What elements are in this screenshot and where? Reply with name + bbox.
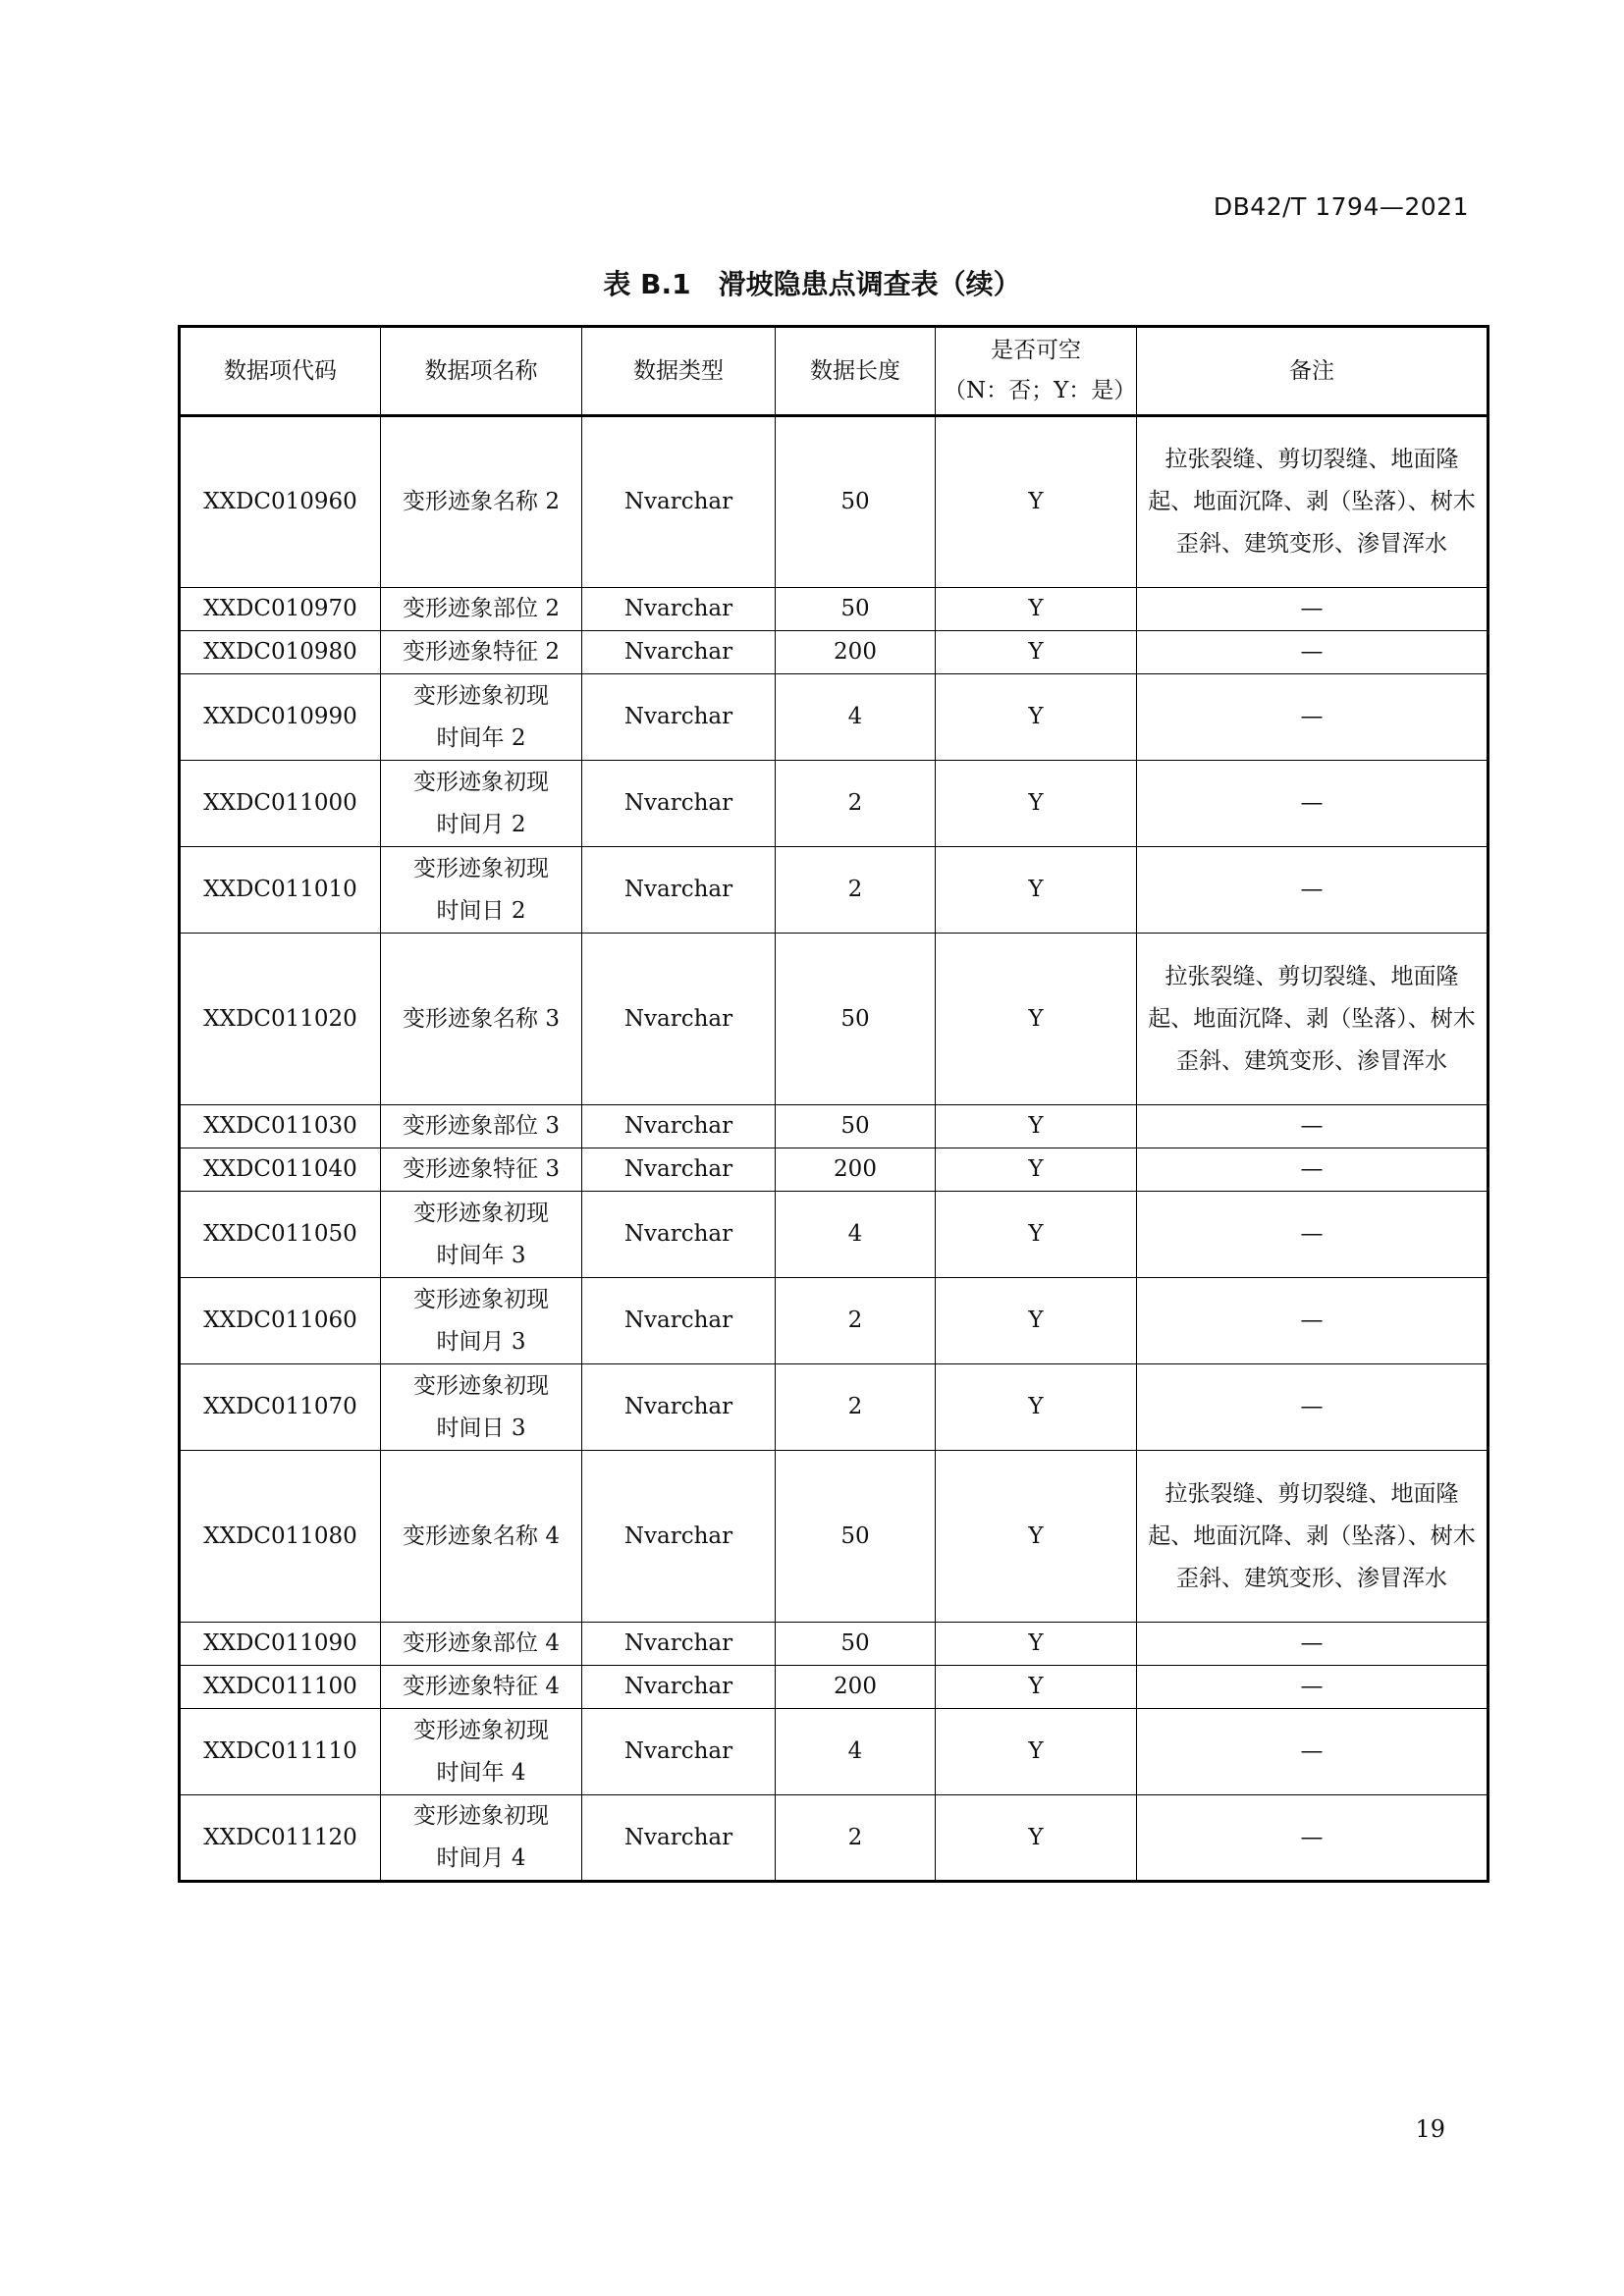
cell-type: Nvarchar: [582, 588, 776, 631]
cell-remark: 拉张裂缝、剪切裂缝、地面隆起、地面沉降、剥（坠落）、树木歪斜、建筑变形、渗冒浑水: [1137, 1451, 1489, 1623]
cell-nullable: Y: [936, 1105, 1137, 1148]
cell-name-line: 变形迹象初现: [413, 682, 549, 709]
cell-nullable: Y: [936, 1666, 1137, 1709]
cell-length: 2: [776, 1364, 936, 1451]
cell-remark: —: [1137, 588, 1489, 631]
table-row: [180, 847, 1489, 934]
cell-name-line: 变形迹象特征 3: [403, 1156, 560, 1182]
cell-nullable: Y: [936, 934, 1137, 1105]
cell-type: Nvarchar: [582, 1364, 776, 1451]
cell-code: XXDC011000: [180, 761, 381, 847]
cell-code: XXDC011090: [180, 1623, 381, 1666]
cell-type: Nvarchar: [582, 1192, 776, 1278]
cell-name: [381, 1278, 582, 1364]
cell-name-line: 变形迹象特征 4: [403, 1674, 560, 1699]
cell-length: 4: [776, 1192, 936, 1278]
cell-nullable: Y: [936, 847, 1137, 934]
cell-nullable: Y: [936, 631, 1137, 674]
nullable-header-line2: （N：否；Y：是）: [944, 378, 1137, 403]
nullable-header-line1: 是否可空: [991, 338, 1081, 363]
cell-name-line: 变形迹象初现: [413, 1372, 549, 1399]
cell-length: 50: [776, 416, 936, 588]
cell-type: Nvarchar: [582, 1105, 776, 1148]
cell-code: XXDC010980: [180, 631, 381, 674]
cell-name: [381, 674, 582, 761]
table-row: [180, 1795, 1489, 1882]
cell-name: [381, 1192, 582, 1278]
cell-code: XXDC010990: [180, 674, 381, 761]
cell-type: Nvarchar: [582, 1795, 776, 1882]
cell-name-line: 变形迹象初现: [413, 855, 549, 881]
cell-remark: —: [1137, 1623, 1489, 1666]
column-header-nullable: [936, 327, 1137, 416]
cell-remark: —: [1137, 1105, 1489, 1148]
cell-type: Nvarchar: [582, 631, 776, 674]
cell-name: [381, 1623, 582, 1666]
cell-remark: —: [1137, 1192, 1489, 1278]
cell-type: Nvarchar: [582, 1148, 776, 1192]
cell-nullable: Y: [936, 588, 1137, 631]
cell-length: 50: [776, 934, 936, 1105]
cell-type: Nvarchar: [582, 416, 776, 588]
cell-nullable: Y: [936, 1148, 1137, 1192]
cell-nullable: Y: [936, 761, 1137, 847]
cell-type: Nvarchar: [582, 847, 776, 934]
cell-name-line: 变形迹象部位 4: [403, 1630, 560, 1656]
cell-name-line: 变形迹象部位 2: [403, 596, 560, 621]
cell-name: [381, 588, 582, 631]
table-row: [180, 631, 1489, 674]
cell-code: XXDC011050: [180, 1192, 381, 1278]
cell-code: XXDC010960: [180, 416, 381, 588]
cell-length: 2: [776, 761, 936, 847]
table-row: [180, 761, 1489, 847]
cell-length: 50: [776, 1451, 936, 1623]
cell-name: [381, 1105, 582, 1148]
cell-nullable: Y: [936, 416, 1137, 588]
cell-length: 2: [776, 847, 936, 934]
cell-name-line: 变形迹象初现: [413, 1717, 549, 1743]
table-row: [180, 1623, 1489, 1666]
table-row: [180, 1105, 1489, 1148]
cell-name-line: 变形迹象初现: [413, 769, 549, 795]
cell-length: 200: [776, 631, 936, 674]
table-row: [180, 1666, 1489, 1709]
cell-type: Nvarchar: [582, 934, 776, 1105]
cell-nullable: Y: [936, 674, 1137, 761]
cell-name-line: 时间月 2: [436, 811, 526, 837]
cell-type: Nvarchar: [582, 761, 776, 847]
cell-nullable: Y: [936, 1623, 1137, 1666]
cell-nullable: Y: [936, 1364, 1137, 1451]
cell-name-line: 变形迹象名称 2: [403, 489, 560, 514]
table-header-row: [180, 327, 1489, 416]
cell-remark: —: [1137, 761, 1489, 847]
cell-name: [381, 1451, 582, 1623]
table-title: 表 B.1 滑坡隐患点调查表（续）: [603, 268, 1021, 300]
cell-name: [381, 1148, 582, 1192]
cell-type: Nvarchar: [582, 1666, 776, 1709]
cell-name: [381, 847, 582, 934]
cell-length: 2: [776, 1278, 936, 1364]
cell-remark: —: [1137, 1364, 1489, 1451]
cell-remark: —: [1137, 847, 1489, 934]
table-body: [180, 416, 1489, 1882]
cell-length: 200: [776, 1148, 936, 1192]
cell-code: XXDC011120: [180, 1795, 381, 1882]
cell-name-line: 时间年 3: [436, 1242, 526, 1268]
cell-type: Nvarchar: [582, 1623, 776, 1666]
data-table: [178, 325, 1489, 1883]
cell-name-line: 时间日 3: [436, 1415, 526, 1441]
cell-code: XXDC011030: [180, 1105, 381, 1148]
cell-remark: —: [1137, 631, 1489, 674]
cell-code: XXDC011070: [180, 1364, 381, 1451]
cell-length: 2: [776, 1795, 936, 1882]
cell-name-line: 时间年 4: [436, 1759, 526, 1786]
column-header-type: 数据类型: [582, 327, 776, 416]
cell-code: XXDC011020: [180, 934, 381, 1105]
cell-nullable: Y: [936, 1192, 1137, 1278]
cell-name-line: 变形迹象名称 3: [403, 1005, 560, 1032]
cell-name: [381, 1364, 582, 1451]
table-row: [180, 588, 1489, 631]
table-row: [180, 1148, 1489, 1192]
cell-code: XXDC011010: [180, 847, 381, 934]
cell-remark: —: [1137, 1709, 1489, 1795]
cell-name-line: 时间月 4: [436, 1845, 526, 1871]
cell-name: [381, 1795, 582, 1882]
cell-name-line: 变形迹象部位 3: [403, 1113, 560, 1139]
cell-length: 50: [776, 1623, 936, 1666]
cell-name-line: 变形迹象初现: [413, 1803, 549, 1829]
standard-code: DB42/T 1794—2021: [1213, 192, 1469, 221]
cell-length: 50: [776, 588, 936, 631]
column-header-length: 数据长度: [776, 327, 936, 416]
cell-remark: 拉张裂缝、剪切裂缝、地面隆起、地面沉降、剥（坠落）、树木歪斜、建筑变形、渗冒浑水: [1137, 416, 1489, 588]
page-number: 19: [1415, 2115, 1445, 2143]
table-row: [180, 416, 1489, 588]
cell-remark: —: [1137, 1278, 1489, 1364]
table-row: [180, 1192, 1489, 1278]
cell-name: [381, 416, 582, 588]
cell-remark: —: [1137, 1148, 1489, 1192]
cell-name: [381, 631, 582, 674]
cell-name-line: 变形迹象初现: [413, 1286, 549, 1312]
table-row: [180, 1451, 1489, 1623]
cell-name-line: 变形迹象初现: [413, 1200, 549, 1226]
cell-type: Nvarchar: [582, 674, 776, 761]
table-row: [180, 1364, 1489, 1451]
cell-name-line: 时间年 2: [436, 724, 526, 751]
cell-code: XXDC011060: [180, 1278, 381, 1364]
cell-name-line: 变形迹象名称 4: [403, 1522, 560, 1549]
cell-name: [381, 1709, 582, 1795]
table-row: [180, 1278, 1489, 1364]
cell-type: Nvarchar: [582, 1278, 776, 1364]
cell-nullable: Y: [936, 1278, 1137, 1364]
cell-length: 4: [776, 1709, 936, 1795]
cell-name: [381, 761, 582, 847]
cell-name-line: 时间月 3: [436, 1328, 526, 1355]
cell-name-line: 时间日 2: [436, 897, 526, 924]
cell-name: [381, 1666, 582, 1709]
cell-length: 4: [776, 674, 936, 761]
cell-remark: —: [1137, 674, 1489, 761]
cell-nullable: Y: [936, 1451, 1137, 1623]
cell-nullable: Y: [936, 1795, 1137, 1882]
column-header-code: 数据项代码: [180, 327, 381, 416]
cell-remark: —: [1137, 1666, 1489, 1709]
cell-code: XXDC011040: [180, 1148, 381, 1192]
column-header-remark: 备注: [1137, 327, 1489, 416]
cell-code: XXDC011110: [180, 1709, 381, 1795]
cell-name: [381, 934, 582, 1105]
cell-type: Nvarchar: [582, 1451, 776, 1623]
cell-code: XXDC011080: [180, 1451, 381, 1623]
cell-name-line: 变形迹象特征 2: [403, 639, 560, 665]
cell-length: 50: [776, 1105, 936, 1148]
cell-nullable: Y: [936, 1709, 1137, 1795]
cell-length: 200: [776, 1666, 936, 1709]
cell-remark: 拉张裂缝、剪切裂缝、地面隆起、地面沉降、剥（坠落）、树木歪斜、建筑变形、渗冒浑水: [1137, 934, 1489, 1105]
table-row: [180, 1709, 1489, 1795]
cell-remark: —: [1137, 1795, 1489, 1882]
cell-code: XXDC010970: [180, 588, 381, 631]
cell-type: Nvarchar: [582, 1709, 776, 1795]
table-row: [180, 934, 1489, 1105]
cell-code: XXDC011100: [180, 1666, 381, 1709]
table-row: [180, 674, 1489, 761]
column-header-name: 数据项名称: [381, 327, 582, 416]
